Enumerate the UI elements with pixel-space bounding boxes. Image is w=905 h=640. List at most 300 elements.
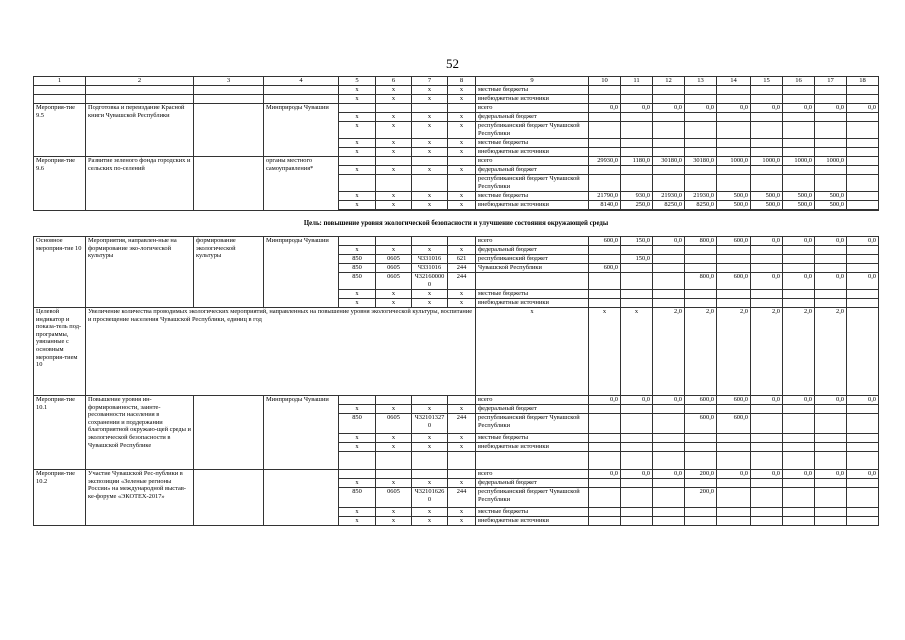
x-mark-cell: x: [412, 299, 448, 308]
executor: органы местного самоуправления*: [264, 157, 339, 211]
table-cell: [621, 113, 653, 122]
table-cell: [412, 104, 448, 113]
value-cell: 0,0: [751, 237, 783, 246]
kbk-cell: Ч331016: [412, 264, 448, 273]
table-cell: [621, 264, 653, 273]
table-cell: [783, 290, 815, 299]
value-cell: 0,0: [653, 470, 685, 479]
goal-row: [34, 211, 879, 237]
source-cell: республиканский бюджет Чувашской Республики: [476, 175, 589, 192]
budget-table-container: [33, 76, 878, 526]
x-mark-cell: x: [376, 139, 412, 148]
source-cell: всего: [476, 104, 589, 113]
table-cell: [783, 434, 815, 443]
table-cell: [339, 237, 376, 246]
value-cell: 0,0: [751, 273, 783, 290]
source-cell: местные бюджеты: [476, 86, 589, 95]
table-cell: [653, 113, 685, 122]
table-cell: [815, 95, 847, 104]
indicator-text: Увеличение количества проводимых экологических мероприятий, направленных на повышение уровня экологической культуры, воспитание и просвещение населения Чувашской Республики, единиц в год: [86, 308, 476, 396]
x-mark-cell: x: [448, 290, 476, 299]
table-cell: [589, 434, 621, 443]
table-cell: [653, 479, 685, 488]
table-cell: [448, 175, 476, 192]
table-cell: [717, 434, 751, 443]
table-cell: [621, 405, 653, 414]
table-cell: [847, 175, 879, 192]
column-number-header: 14: [717, 77, 751, 86]
table-cell: [86, 95, 194, 104]
table-cell: [783, 479, 815, 488]
source-cell: местные бюджеты: [476, 139, 589, 148]
table-cell: [589, 517, 621, 526]
table-cell: [412, 157, 448, 166]
column-number-header: 13: [685, 77, 717, 86]
table-cell: [621, 273, 653, 290]
table-cell: [589, 479, 621, 488]
table-cell: [653, 405, 685, 414]
table-cell: [476, 273, 589, 290]
table-row: [34, 396, 879, 405]
source-cell: Чувашской Республики: [476, 264, 589, 273]
table-cell: [34, 95, 86, 104]
table-cell: [847, 122, 879, 139]
table-cell: [376, 104, 412, 113]
x-mark-cell: x: [448, 443, 476, 452]
table-cell: [589, 86, 621, 95]
x-mark-cell: x: [448, 166, 476, 175]
table-cell: [751, 488, 783, 508]
value-cell: 30180,0: [653, 157, 685, 166]
table-cell: [589, 414, 621, 434]
value-cell: 0,0: [847, 396, 879, 405]
table-body: [34, 77, 879, 526]
table-cell: [847, 139, 879, 148]
table-cell: [751, 405, 783, 414]
source-cell: федеральный бюджет: [476, 166, 589, 175]
table-cell: [653, 175, 685, 192]
kbk-cell: 0605: [376, 255, 412, 264]
table-cell: [653, 264, 685, 273]
table-cell: [783, 255, 815, 264]
table-cell: [815, 290, 847, 299]
x-mark-cell: x: [339, 166, 376, 175]
x-mark-cell: x: [339, 434, 376, 443]
table-cell: [86, 86, 194, 95]
kbk-cell: Ч321600000: [412, 273, 448, 290]
value-cell: 8140,0: [589, 201, 621, 210]
value-cell: 600,0: [717, 414, 751, 434]
table-cell: [653, 508, 685, 517]
table-cell: [264, 86, 339, 95]
value-cell: 800,0: [685, 237, 717, 246]
table-row: [34, 470, 879, 479]
table-cell: [412, 237, 448, 246]
table-cell: [815, 166, 847, 175]
table-cell: [751, 95, 783, 104]
x-mark-cell: x: [339, 508, 376, 517]
table-cell: [653, 255, 685, 264]
table-cell: [847, 308, 879, 396]
table-cell: [717, 255, 751, 264]
kbk-cell: 850: [339, 273, 376, 290]
table-cell: [685, 434, 717, 443]
value-cell: 0,0: [751, 470, 783, 479]
table-cell: [815, 148, 847, 157]
x-mark-cell: x: [339, 517, 376, 526]
table-cell: [815, 175, 847, 192]
value-cell: 0,0: [589, 396, 621, 405]
table-row: [34, 104, 879, 113]
x-mark-cell: x: [412, 434, 448, 443]
value-cell: 600,0: [685, 414, 717, 434]
source-cell: местные бюджеты: [476, 290, 589, 299]
x-mark-cell: x: [448, 405, 476, 414]
value-cell: 0,0: [653, 396, 685, 405]
table-cell: [751, 246, 783, 255]
table-cell: [685, 166, 717, 175]
column-number-header: 2: [86, 77, 194, 86]
value-cell: 0,0: [589, 470, 621, 479]
table-cell: [783, 517, 815, 526]
table-cell: [621, 299, 653, 308]
table-row: [34, 86, 879, 95]
table-cell: [653, 246, 685, 255]
table-cell: [589, 443, 621, 452]
event-name: Повышение уровня ин-формированности, заинте-ресованности населения в сохранении и поддержании благоприятной окружаю-щей среды и экологической безопасности в Чувашской Республике: [86, 396, 194, 470]
x-mark-cell: x: [412, 201, 448, 210]
table-cell: [717, 479, 751, 488]
table-cell: [685, 299, 717, 308]
value-cell: 0,0: [815, 237, 847, 246]
table-cell: [847, 95, 879, 104]
table-cell: [339, 396, 376, 405]
x-mark-cell: x: [412, 192, 448, 201]
table-cell: [448, 396, 476, 405]
table-cell: [685, 479, 717, 488]
table-cell: [685, 452, 717, 470]
table-cell: [685, 405, 717, 414]
x-mark-cell: x: [339, 479, 376, 488]
table-cell: [815, 488, 847, 508]
indicator-row: [34, 308, 879, 396]
value-cell: 500,0: [717, 201, 751, 210]
x-mark-cell: x: [448, 299, 476, 308]
value-cell: 29930,0: [589, 157, 621, 166]
source-cell: республиканский бюджет: [476, 255, 589, 264]
value-cell: 30180,0: [685, 157, 717, 166]
table-cell: [685, 148, 717, 157]
table-cell: [815, 264, 847, 273]
x-mark-cell: x: [339, 113, 376, 122]
table-cell: [653, 95, 685, 104]
value-cell: x: [621, 308, 653, 396]
table-cell: [653, 517, 685, 526]
table-cell: [653, 166, 685, 175]
column-number-header: 15: [751, 77, 783, 86]
table-cell: [621, 290, 653, 299]
table-cell: [847, 452, 879, 470]
table-cell: [717, 139, 751, 148]
source-cell: местные бюджеты: [476, 192, 589, 201]
table-cell: [376, 175, 412, 192]
value-cell: 500,0: [815, 192, 847, 201]
x-mark-cell: x: [448, 434, 476, 443]
table-cell: [621, 246, 653, 255]
table-cell: [376, 237, 412, 246]
table-cell: [751, 139, 783, 148]
value-cell: 0,0: [653, 237, 685, 246]
source-cell: внебюджетные источники: [476, 443, 589, 452]
x-mark-cell: x: [376, 517, 412, 526]
table-cell: [815, 113, 847, 122]
table-row: [34, 95, 879, 104]
table-cell: [783, 488, 815, 508]
value-cell: 21930,0: [653, 192, 685, 201]
table-cell: [621, 139, 653, 148]
value-cell: 0,0: [685, 104, 717, 113]
value-cell: 0,0: [815, 273, 847, 290]
x-mark-cell: x: [448, 148, 476, 157]
table-cell: [376, 396, 412, 405]
table-cell: [621, 443, 653, 452]
table-cell: [717, 443, 751, 452]
column-number-header: 9: [476, 77, 589, 86]
x-mark-cell: x: [412, 508, 448, 517]
table-cell: [751, 175, 783, 192]
kbk-cell: 0605: [376, 273, 412, 290]
column-number-header: 12: [653, 77, 685, 86]
table-cell: [194, 396, 264, 470]
table-cell: [717, 290, 751, 299]
table-cell: [339, 175, 376, 192]
source-cell: внебюджетные источники: [476, 299, 589, 308]
table-cell: [751, 255, 783, 264]
value-cell: 600,0: [589, 237, 621, 246]
column-number-header: 7: [412, 77, 448, 86]
value-cell: 2,0: [717, 308, 751, 396]
table-cell: [847, 255, 879, 264]
column-number-header: 16: [783, 77, 815, 86]
source-cell: внебюджетные источники: [476, 201, 589, 210]
kbk-cell: 244: [448, 264, 476, 273]
value-cell: 0,0: [815, 396, 847, 405]
table-cell: [815, 255, 847, 264]
column-number-header: 18: [847, 77, 879, 86]
table-cell: [264, 470, 339, 526]
table-cell: [589, 95, 621, 104]
value-cell: 0,0: [815, 104, 847, 113]
x-mark-cell: x: [412, 166, 448, 175]
x-mark-cell: x: [376, 113, 412, 122]
value-cell: 0,0: [621, 396, 653, 405]
value-cell: 600,0: [717, 237, 751, 246]
table-cell: [751, 508, 783, 517]
table-cell: [815, 452, 847, 470]
table-cell: [783, 264, 815, 273]
table-cell: [783, 148, 815, 157]
kbk-cell: Ч321016260: [412, 488, 448, 508]
table-cell: [264, 95, 339, 104]
source-cell: федеральный бюджет: [476, 113, 589, 122]
value-cell: 500,0: [815, 201, 847, 210]
table-cell: [589, 139, 621, 148]
kbk-cell: 621: [448, 255, 476, 264]
table-cell: [621, 414, 653, 434]
table-cell: [783, 175, 815, 192]
source-cell: всего: [476, 396, 589, 405]
value-cell: 8250,0: [653, 201, 685, 210]
column-number-header: 1: [34, 77, 86, 86]
event-code: Основное мероприя-тие 10: [34, 237, 86, 308]
table-cell: [621, 122, 653, 139]
table-cell: [339, 104, 376, 113]
source-cell: республиканский бюджет Чувашской Республики: [476, 122, 589, 139]
x-mark-cell: x: [412, 479, 448, 488]
value-cell: 600,0: [685, 396, 717, 405]
x-mark-cell: x: [412, 122, 448, 139]
table-cell: [448, 452, 476, 470]
table-cell: [847, 299, 879, 308]
table-cell: [653, 148, 685, 157]
x-mark-cell: x: [376, 192, 412, 201]
x-mark-cell: x: [376, 201, 412, 210]
kbk-cell: 244: [448, 273, 476, 290]
x-mark-cell: x: [448, 201, 476, 210]
x-mark-cell: x: [448, 113, 476, 122]
table-cell: [751, 290, 783, 299]
table-cell: [783, 95, 815, 104]
table-cell: [847, 201, 879, 210]
value-cell: 1000,0: [783, 157, 815, 166]
table-cell: [589, 488, 621, 508]
kbk-cell: 244: [448, 488, 476, 508]
value-cell: 0,0: [783, 237, 815, 246]
value-cell: 2,0: [783, 308, 815, 396]
table-cell: [589, 175, 621, 192]
table-cell: [339, 452, 376, 470]
value-cell: 200,0: [685, 470, 717, 479]
source-cell: внебюджетные источники: [476, 148, 589, 157]
table-cell: [847, 264, 879, 273]
value-cell: 0,0: [847, 273, 879, 290]
value-cell: 0,0: [847, 104, 879, 113]
table-cell: [717, 148, 751, 157]
table-cell: [717, 122, 751, 139]
value-cell: 0,0: [717, 104, 751, 113]
value-cell: 0,0: [815, 470, 847, 479]
indicator-label: Целевой индикатор и показа-тель под-программы, увязанные с основным мероприя-тием 10: [34, 308, 86, 396]
table-cell: [847, 479, 879, 488]
x-mark-cell: x: [448, 95, 476, 104]
kbk-cell: 850: [339, 264, 376, 273]
source-cell: федеральный бюджет: [476, 246, 589, 255]
table-cell: [847, 246, 879, 255]
value-cell: 1000,0: [717, 157, 751, 166]
x-mark-cell: x: [339, 290, 376, 299]
table-cell: [717, 508, 751, 517]
table-cell: [815, 299, 847, 308]
table-cell: [783, 246, 815, 255]
page-number: 52: [446, 56, 459, 71]
x-mark-cell: x: [339, 122, 376, 139]
table-cell: [653, 290, 685, 299]
value-cell: 2,0: [751, 308, 783, 396]
x-mark-cell: x: [376, 443, 412, 452]
table-cell: [589, 148, 621, 157]
value-cell: 0,0: [751, 104, 783, 113]
table-cell: [339, 470, 376, 479]
table-cell: [476, 452, 589, 470]
table-cell: [685, 264, 717, 273]
table-cell: [815, 405, 847, 414]
x-mark-cell: x: [376, 148, 412, 157]
x-mark-cell: x: [412, 139, 448, 148]
table-cell: [815, 508, 847, 517]
value-cell: 800,0: [685, 273, 717, 290]
value-cell: 600,0: [717, 273, 751, 290]
table-cell: [589, 122, 621, 139]
table-cell: [751, 264, 783, 273]
table-cell: [717, 95, 751, 104]
table-cell: [783, 86, 815, 95]
table-cell: [815, 517, 847, 526]
table-cell: [621, 148, 653, 157]
event-name: Мероприятия, направлен-ные на формирование эко-логической культуры: [86, 237, 194, 308]
table-cell: [751, 443, 783, 452]
value-cell: 600,0: [589, 264, 621, 273]
source-cell: всего: [476, 470, 589, 479]
table-cell: [847, 414, 879, 434]
x-mark-cell: x: [339, 443, 376, 452]
value-cell: 0,0: [847, 237, 879, 246]
table-cell: [717, 517, 751, 526]
table-cell: [685, 175, 717, 192]
table-cell: [653, 488, 685, 508]
x-mark-cell: x: [412, 86, 448, 95]
table-cell: [448, 157, 476, 166]
executor: Минприроды Чувашии: [264, 104, 339, 157]
table-cell: [653, 443, 685, 452]
table-cell: [589, 166, 621, 175]
table-cell: [717, 86, 751, 95]
value-cell: 0,0: [751, 396, 783, 405]
x-mark-cell: x: [376, 405, 412, 414]
table-cell: [412, 470, 448, 479]
source-cell: местные бюджеты: [476, 434, 589, 443]
value-cell: 8250,0: [685, 201, 717, 210]
table-cell: [653, 452, 685, 470]
table-cell: [847, 517, 879, 526]
column-number-header: 3: [194, 77, 264, 86]
table-cell: [376, 452, 412, 470]
table-cell: [589, 508, 621, 517]
x-mark-cell: x: [376, 479, 412, 488]
table-cell: [653, 122, 685, 139]
table-cell: [339, 157, 376, 166]
table-cell: [589, 299, 621, 308]
table-cell: [717, 405, 751, 414]
table-cell: [783, 166, 815, 175]
goal-heading: Цель: повышение уровня экологической безопасности и улучшение состояния окружающей среды: [34, 211, 879, 237]
value-cell: 500,0: [717, 192, 751, 201]
table-cell: [653, 139, 685, 148]
table-cell: [621, 95, 653, 104]
value-cell: 1000,0: [815, 157, 847, 166]
value-cell: 0,0: [653, 104, 685, 113]
x-mark-cell: x: [376, 434, 412, 443]
value-cell: 200,0: [685, 488, 717, 508]
